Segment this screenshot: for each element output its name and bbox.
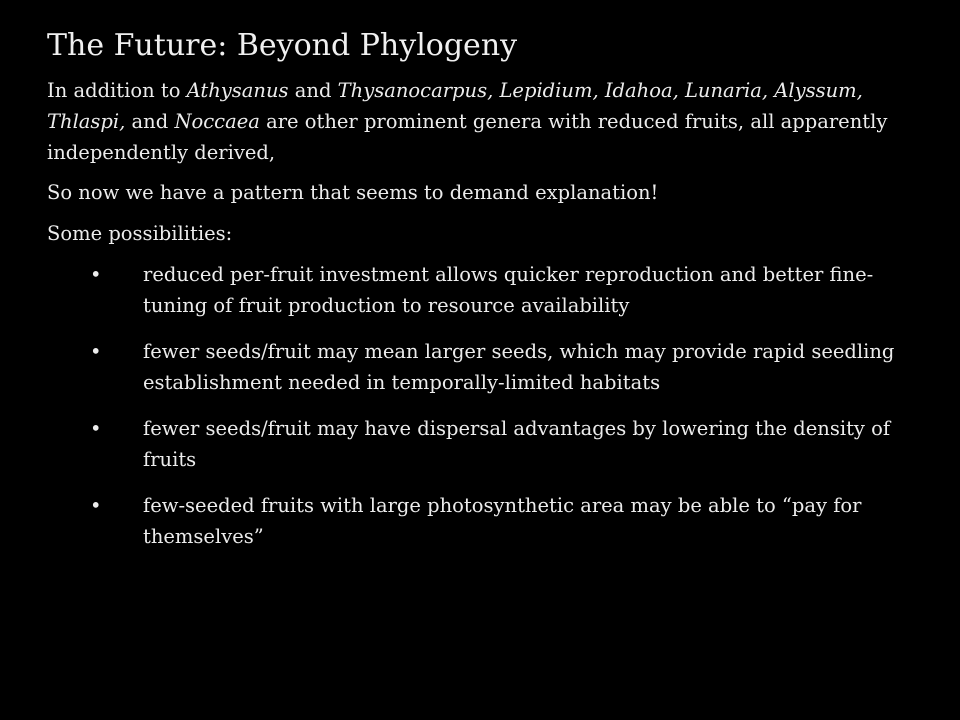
slide	[47, 27, 927, 567]
list-item-text: few-seeded fruits with large photosynthetic area may be able to “pay for themselves”	[143, 494, 862, 548]
intro-paragraph	[47, 75, 927, 168]
pattern-paragraph: So now we have a pattern that seems to demand explanation!	[47, 181, 659, 204]
list-item	[47, 413, 903, 475]
slide-title: The Future: Beyond Phylogeny	[47, 28, 518, 63]
bullet-icon: •	[90, 263, 102, 286]
list-item	[47, 259, 903, 321]
intro-segment: are other prominent genera with reduced fruits, all apparently independently derived,	[47, 110, 888, 164]
possibilities-heading: Some possibilities:	[47, 222, 233, 245]
intro-segment: and	[125, 110, 175, 133]
list-item-text: fewer seeds/fruit may have dispersal advantages by lowering the density of fruits	[143, 417, 891, 471]
bullet-icon: •	[90, 417, 102, 440]
intro-segment-italic: Thysanocarpus, Lepidium, Idahoa, Lunaria, Alyssum, Thlaspi,	[47, 79, 863, 133]
list-item-text: fewer seeds/fruit may mean larger seeds, which may provide rapid seedling establishment needed in temporally-limited habitats	[143, 340, 895, 394]
list-item	[47, 490, 903, 552]
bullet-icon: •	[90, 340, 102, 363]
intro-segment-italic: Athysanus	[186, 79, 289, 102]
bullet-icon: •	[90, 494, 102, 517]
intro-segment: and	[288, 79, 338, 102]
list-item	[47, 336, 903, 398]
intro-segment: In addition to	[47, 79, 187, 102]
list-item-text: reduced per-fruit investment allows quicker reproduction and better fine-tuning of fruit production to resource availability	[143, 263, 874, 317]
possibilities-list	[47, 259, 927, 552]
intro-segment-italic: Noccaea	[174, 110, 260, 133]
